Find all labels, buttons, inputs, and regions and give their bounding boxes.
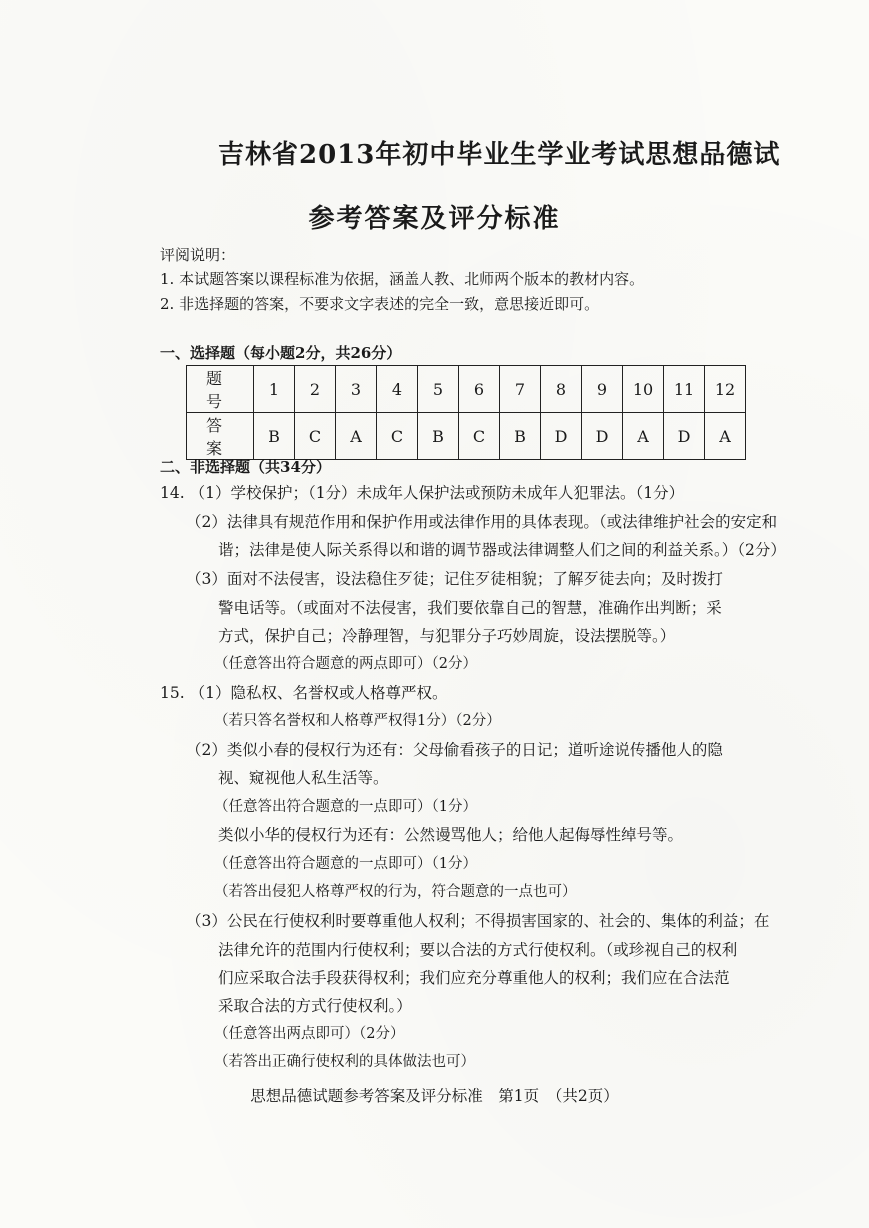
q15-part3-line3: 们应采取合法手段获得权利；我们应充分尊重他人的权利；我们应在合法范 <box>218 969 730 987</box>
q14-part3-line1: （3）面对不法侵害，设法稳住歹徒；记住歹徒相貌；了解歹徒去向；及时拨打 <box>186 570 723 588</box>
q15-part3-note1: （任意答出两点即可）（2分） <box>214 1026 405 1042</box>
q15-part3-line4: 采取合法的方式行使权利。） <box>218 997 412 1015</box>
q14-part3-line3: 方式，保护自己；冷静理智，与犯罪分子巧妙周旋，设法摆脱等。） <box>218 627 676 645</box>
q14-part2-line1: （2）法律具有规范作用和保护作用或法律作用的具体表现。（或法律维护社会的安定和 <box>186 513 778 531</box>
q15-part2-line1: （2）类似小春的侵权行为还有：父母偷看孩子的日记；道听途说传播他人的隐 <box>186 741 723 759</box>
cell-answer: B <box>254 413 295 460</box>
cell-number: 2 <box>295 366 336 413</box>
q14-part3-note: （任意答出符合题意的两点即可）（2分） <box>214 656 477 672</box>
q15-part3-line2: 法律允许的范围内行使权利；要以合法的方式行使权利。（或珍视自己的权利 <box>218 941 738 959</box>
q15-part1: 15. （1）隐私权、名誉权或人格尊严权。 <box>160 684 448 702</box>
cell-number: 4 <box>377 366 418 413</box>
q15-part2-line2: 视、窥视他人私生活等。 <box>218 769 389 787</box>
cell-answer: C <box>295 413 336 460</box>
cell-answer: A <box>623 413 664 460</box>
review-item-1: 1. 本试题答案以课程标准为依据，涵盖人教、北师两个版本的教材内容。 <box>160 270 645 288</box>
cell-number: 3 <box>336 366 377 413</box>
table-row-numbers <box>187 366 746 413</box>
cell-number: 6 <box>459 366 500 413</box>
q15-part2-note3: （若答出侵犯人格尊严权的行为，符合题意的一点也可） <box>214 884 577 900</box>
cell-answer: D <box>582 413 623 460</box>
cell-answer: C <box>459 413 500 460</box>
cell-answer: B <box>418 413 459 460</box>
cell-number: 1 <box>254 366 295 413</box>
cell-number: 9 <box>582 366 623 413</box>
cell-answer: A <box>336 413 377 460</box>
cell-answer: C <box>377 413 418 460</box>
cell-number: 10 <box>623 366 664 413</box>
cell-number: 11 <box>664 366 705 413</box>
q15-part2-note1: （任意答出符合题意的一点即可）（1分） <box>214 799 477 815</box>
section1-heading: 一、选择题（每小题2分，共26分） <box>160 344 402 362</box>
q14-part2-line2: 谐；法律是使人际关系得以和谐的调节器或法律调整人们之间的利益关系。）（2分） <box>218 541 786 559</box>
cell-number: 12 <box>705 366 746 413</box>
cell-number: 7 <box>500 366 541 413</box>
q15-part3-note2: （若答出正确行使权利的具体做法也可） <box>214 1054 475 1070</box>
section2-heading: 二、非选择题（共34分） <box>160 458 331 476</box>
document-subtitle: 参考答案及评分标准 <box>308 204 561 234</box>
q15-part3-line1: （3）公民在行使权利时要尊重他人权利；不得损害国家的、社会的、集体的利益；在 <box>186 912 770 930</box>
q15-part2-line3: 类似小华的侵权行为还有：公然谩骂他人；给他人起侮辱性绰号等。 <box>218 826 684 844</box>
review-item-2: 2. 非选择题的答案，不要求文字表述的完全一致，意思接近即可。 <box>160 295 600 313</box>
review-heading: 评阅说明： <box>160 246 236 264</box>
document-title: 吉林省2013年初中毕业生学业考试思想品德试 <box>218 140 781 170</box>
q15-part2-note2: （任意答出符合题意的一点即可）（1分） <box>214 856 477 872</box>
table-row-answers <box>187 413 746 460</box>
q14-part3-line2: 警电话等。（或面对不法侵害，我们要依靠自己的智慧，准确作出判断；采 <box>218 599 722 617</box>
cell-number: 5 <box>418 366 459 413</box>
page-footer: 思想品德试题参考答案及评分标准 第1页 （共2页） <box>250 1087 619 1105</box>
row-label-answer: 答 案 <box>187 413 254 460</box>
q14-part1: 14. （1）学校保护；（1分）未成年人保护法或预防未成年人犯罪法。（1分） <box>160 484 685 502</box>
q15-part1-note: （若只答名誉权和人格尊严权得1分）（2分） <box>214 713 501 729</box>
row-label-number: 题 号 <box>187 366 254 413</box>
cell-answer: D <box>541 413 582 460</box>
answer-table <box>186 365 746 460</box>
cell-answer: A <box>705 413 746 460</box>
cell-answer: D <box>664 413 705 460</box>
cell-number: 8 <box>541 366 582 413</box>
cell-answer: B <box>500 413 541 460</box>
